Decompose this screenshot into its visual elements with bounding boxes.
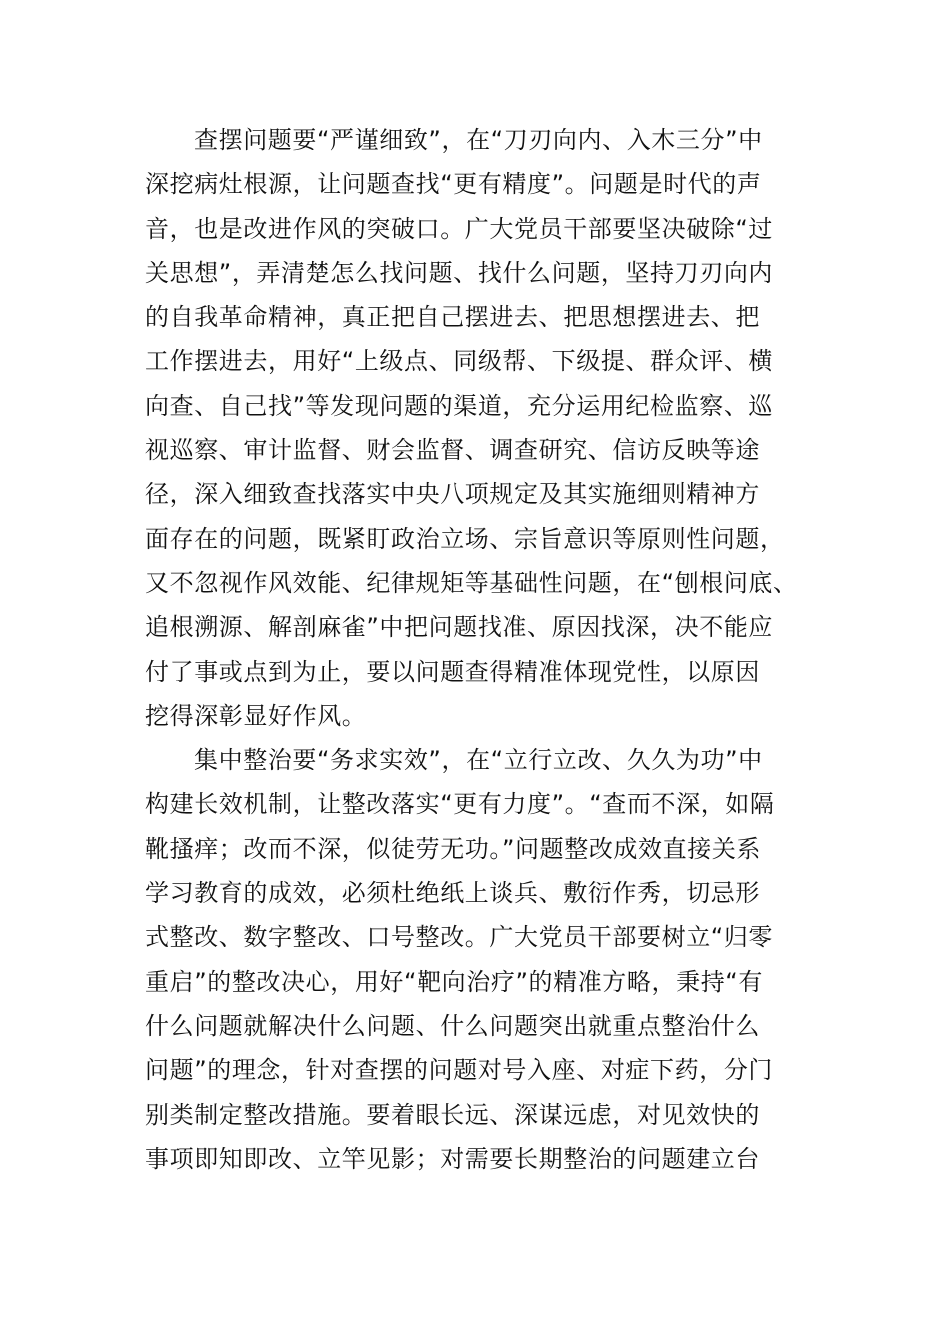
text-line: 别类制定整改措施。要着眼长远、深谋远虑，对见效快的 — [145, 1100, 760, 1129]
text-line: 事项即知即改、立竿见影；对需要长期整治的问题建立台 — [145, 1144, 760, 1173]
text-line: 又不忽视作风效能、纪律规矩等基础性问题，在“刨根问底、 — [145, 568, 798, 597]
text-line: 追根溯源、解剖麻雀”中把问题找准、原因找深，决不能应 — [145, 613, 774, 642]
text-line: 向查、自己找”等发现问题的渠道，充分运用纪检监察、巡 — [145, 391, 774, 420]
text-line: 重启”的整改决心，用好“靶向治疗”的精准方略，秉持“有 — [145, 967, 763, 996]
text-line: 工作摆进去，用好“上级点、同级帮、下级提、群众评、横 — [145, 347, 774, 376]
text-line: 深挖病灶根源，让问题查找“更有精度”。问题是时代的声 — [145, 170, 762, 199]
text-line: 的自我革命精神，真正把自己摆进去、把思想摆进去、把 — [145, 303, 760, 332]
text-line: 问题”的理念，针对查摆的问题对号入座、对症下药，分门 — [145, 1056, 774, 1085]
text-line: 面存在的问题，既紧盯政治立场、宗旨意识等原则性问题， — [145, 524, 785, 553]
document-body — [145, 118, 825, 1181]
text-line: 关思想”，弄清楚怎么找问题、找什么问题，坚持刀刃向内 — [145, 258, 774, 287]
text-line: 什么问题就解决什么问题、什么问题突出就重点整治什么 — [145, 1011, 760, 1040]
paragraph-2 — [145, 738, 825, 1181]
text-line: 付了事或点到为止，要以问题查得精准体现党性，以原因 — [145, 657, 760, 686]
text-line: 式整改、数字整改、口号整改。广大党员干部要树立“归零 — [145, 923, 774, 952]
text-line: 查摆问题要“严谨细致”，在“刀刃向内、入木三分”中 — [194, 126, 763, 154]
text-line: 视巡察、审计监督、财会监督、调查研究、信访反映等途 — [145, 436, 760, 465]
text-line: 挖得深彰显好作风。 — [145, 701, 367, 730]
text-line: 集中整治要“务求实效”，在“立行立改、久久为功”中 — [194, 746, 763, 775]
text-line: 构建长效机制，让整改落实“更有力度”。“查而不深，如隔 — [145, 790, 775, 819]
paragraph-1 — [145, 118, 825, 738]
text-line: 径，深入细致查找落实中央八项规定及其实施细则精神方 — [145, 480, 760, 509]
text-line: 学习教育的成效，必须杜绝纸上谈兵、敷衍作秀，切忌形 — [145, 879, 760, 908]
text-line: 音，也是改进作风的突破口。广大党员干部要坚决破除“过 — [145, 214, 774, 243]
text-line: 靴搔痒；改而不深，似徒劳无功。”问题整改成效直接关系 — [145, 834, 762, 863]
